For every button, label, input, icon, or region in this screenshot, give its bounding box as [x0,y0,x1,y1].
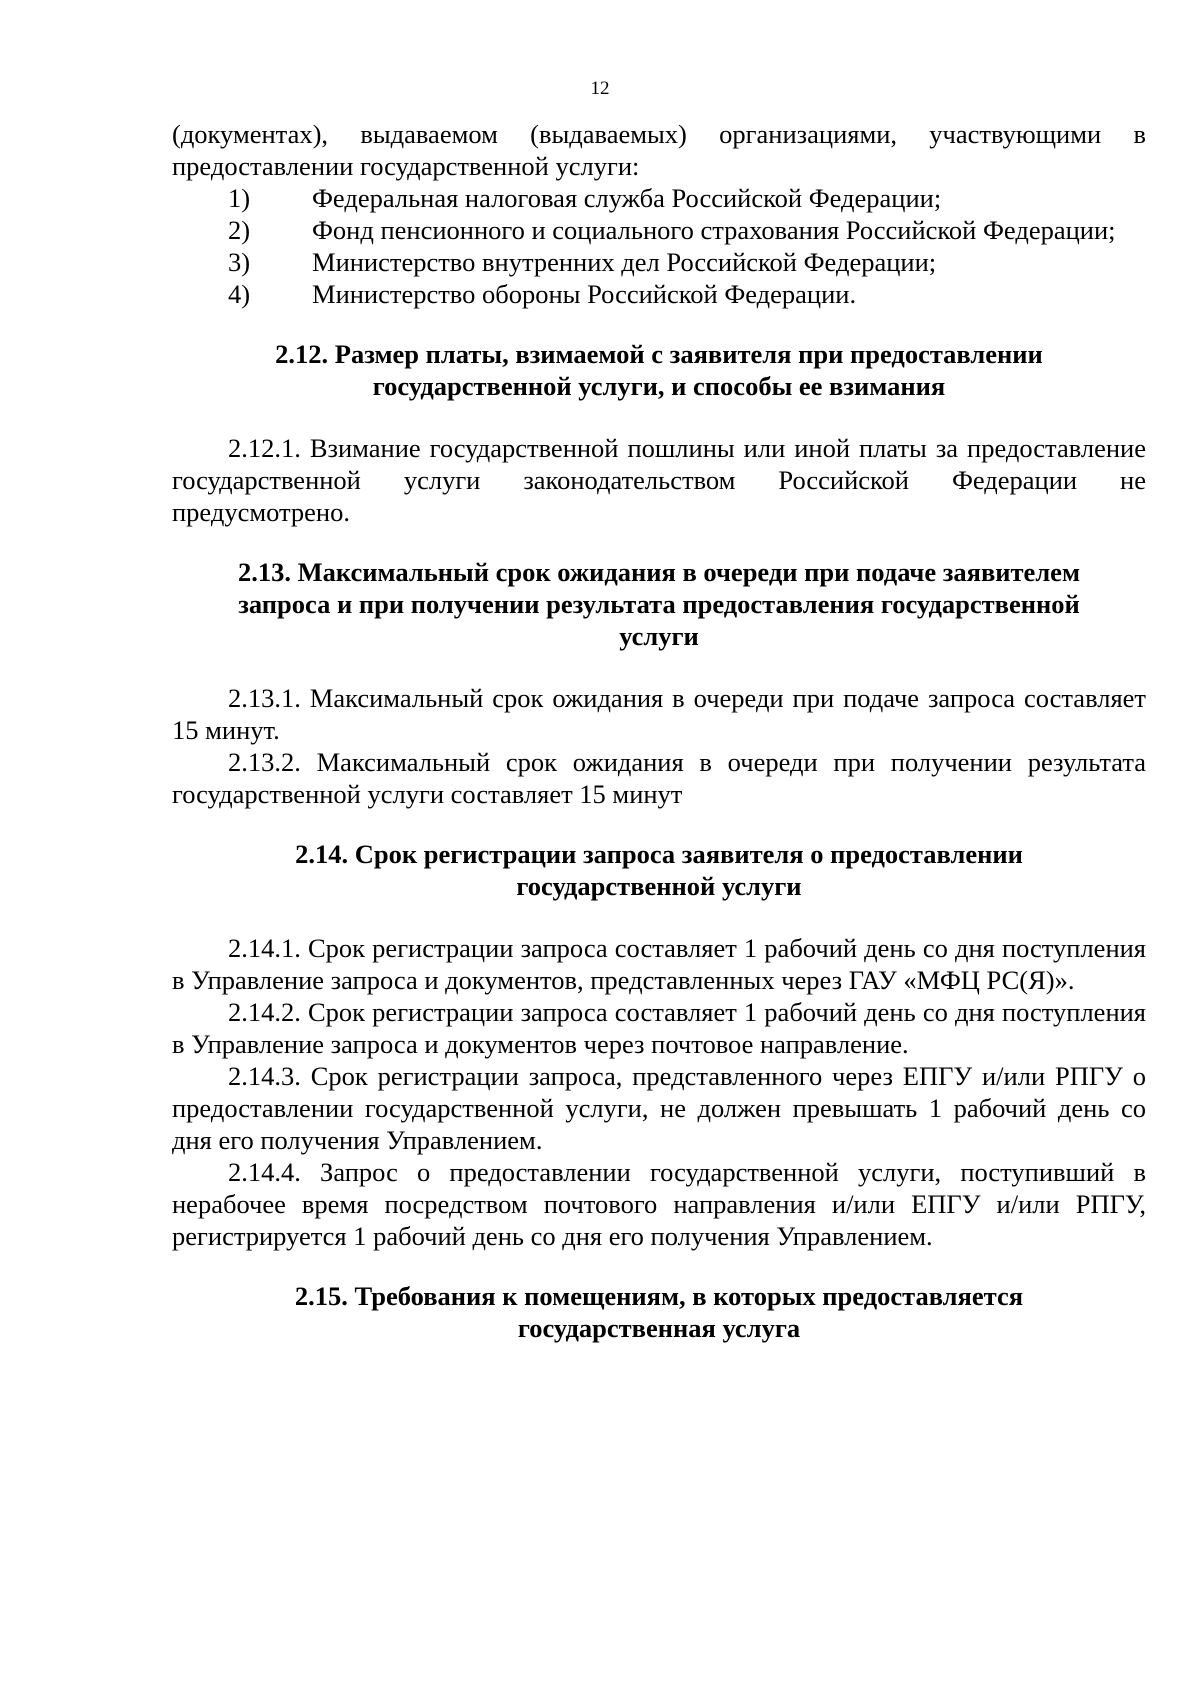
heading-line: 2.12. Размер платы, взимаемой с заявителя при предоставлении [275,339,1043,369]
list-item-number: 2) [228,215,251,245]
list-item [172,214,1146,246]
paragraph-2-14-2: 2.14.2. Срок регистрации запроса составляет 1 рабочий день со дня поступления в Управление запроса и документов через почтовое направление. [172,997,1146,1059]
list-item-number: 4) [228,279,251,309]
list-item-text: Министерство обороны Российской Федерации. [312,279,857,309]
heading-line: государственной услуги, и способы ее взимания [372,371,946,401]
paragraph-2-13-1: 2.13.1. Максимальный срок ожидания в очереди при подаче запроса составляет 15 минут. [172,683,1146,745]
document-body [172,118,1146,1344]
heading-line: запроса и при получении результата предоставления государственной [238,589,1080,619]
paragraph-2-14-3: 2.14.3. Срок регистрации запроса, представленного через ЕПГУ и/или РПГУ о предоставлении государственной услуги, не должен превышать 1 рабочий день со дня его получения Управлением. [172,1061,1146,1155]
list-item [172,182,1146,214]
organization-list [172,182,1146,310]
heading-line: 2.15. Требования к помещениям, в которых предоставляется [294,1281,1024,1311]
section-heading-2-13 [172,556,1146,652]
list-item-text: Фонд пенсионного и социального страхования Российской Федерации; [312,215,1116,245]
list-item [172,278,1146,310]
list-item [172,246,1146,278]
heading-line: 2.13. Максимальный срок ожидания в очереди при подаче заявителем [238,557,1080,587]
heading-line: услуги [619,621,699,651]
list-item-number: 1) [228,183,251,213]
section-heading-2-15 [172,1280,1146,1344]
paragraph-2-12-1: 2.12.1. Взимание государственной пошлины или иной платы за предоставление государственной услуги законодательством Российской Федерации не предусмотрено. [172,433,1146,527]
paragraph-2-14-4: 2.14.4. Запрос о предоставлении государственной услуги, поступивший в нерабочее время посредством почтового направления и/или ЕПГУ и/или РПГУ, регистрируется 1 рабочий день со дня его получения Управлением. [172,1157,1146,1251]
list-item-number: 3) [228,247,251,277]
list-item-text: Министерство внутренних дел Российской Федерации; [312,247,937,277]
intro-paragraph: (документах), выдаваемом (выдаваемых) организациями, участвующими в предоставлении государственной услуги: [172,119,1146,181]
list-item-text: Федеральная налоговая служба Российской Федерации; [312,183,942,213]
paragraph-2-13-2: 2.13.2. Максимальный срок ожидания в очереди при получении результата государственной услуги составляет 15 минут [172,747,1146,809]
heading-line: государственная услуга [517,1313,801,1343]
section-heading-2-12 [172,338,1146,402]
heading-line: государственной услуги [516,871,802,901]
page-number: 12 [590,78,610,99]
heading-line: 2.14. Срок регистрации запроса заявителя о предоставлении [295,839,1023,869]
paragraph-2-14-1: 2.14.1. Срок регистрации запроса составляет 1 рабочий день со дня поступления в Управление запроса и документов, представленных через ГАУ «МФЦ РС(Я)». [172,933,1146,995]
section-heading-2-14 [172,838,1146,902]
